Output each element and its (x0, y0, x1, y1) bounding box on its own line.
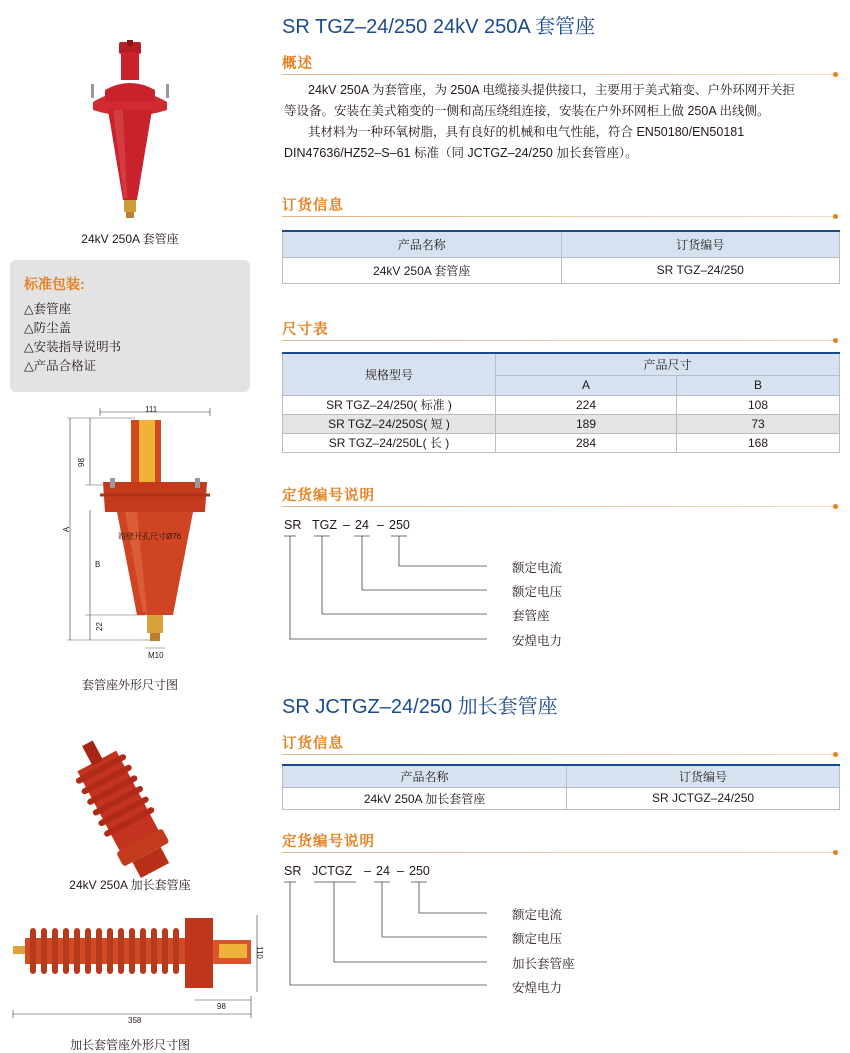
order-info-heading: 订货信息 (282, 198, 344, 214)
table-row (283, 433, 840, 452)
code-diagram-2 (282, 860, 582, 1000)
dimension-table (282, 352, 840, 453)
table-row (283, 257, 840, 283)
overview-line: 等设备。安装在美式箱变的一侧和高压绕组连接，安装在户外环网柜上做 250A 出线侧。 (284, 104, 770, 118)
order-col-header: 产品名称 (283, 231, 562, 257)
product2-caption: 24kV 250A 加长套管座 (69, 878, 191, 892)
dim-label-22: 22 (94, 622, 104, 631)
code-part: TGZ (312, 518, 337, 532)
order-cell: SR JCTGZ–24/250 (567, 787, 840, 809)
dimension-heading: 尺寸表 (282, 322, 329, 338)
dim-label-358: 358 (128, 1016, 142, 1025)
code-explain-divider-2 (282, 852, 838, 853)
package-item: △套管座 (24, 302, 72, 316)
product-image-extended-bushing (65, 712, 225, 872)
overview-line: DIN47636/HZ52–S–61 标准（同 JCTGZ–24/250 加长套管座）。 (284, 146, 638, 160)
code-explain-heading-2: 定货编号说明 (282, 834, 375, 850)
dim-label-m10: M10 (148, 651, 164, 660)
code-label: 安煌电力 (512, 981, 563, 995)
code-diagram-1 (282, 514, 582, 654)
dim-label-98b: 98 (217, 1002, 226, 1011)
dim-label-b: B (95, 560, 101, 569)
order-col-header: 产品名称 (283, 765, 567, 787)
dim-label-a: A (62, 526, 72, 533)
product1-caption: 24kV 250A 套管座 (81, 232, 179, 246)
dim-label-98: 98 (76, 458, 86, 467)
package-list (24, 300, 121, 376)
dim-cell: SR TGZ–24/250L( 长 ) (283, 433, 496, 452)
code-part: – (377, 518, 384, 532)
section1-title: SR TGZ–24/250 24kV 250A 套管座 (282, 16, 596, 38)
order-info-divider-2 (282, 754, 838, 755)
order-col-header: 订货编号 (561, 231, 840, 257)
product-image-bushing (75, 40, 185, 220)
code-label: 加长套管座 (512, 957, 575, 971)
dim-label-110: 110 (254, 946, 264, 959)
dimension-divider (282, 340, 838, 341)
table-row (283, 787, 840, 809)
code-label: 额定电流 (512, 561, 563, 575)
code-part: 250 (409, 864, 430, 878)
order-table (282, 230, 840, 284)
dim-cell: 189 (496, 414, 677, 433)
order-col-header: 订货编号 (567, 765, 840, 787)
order-cell: 24kV 250A 套管座 (283, 257, 562, 283)
overview-line: 24kV 250A 为套管座，为 250A 电缆接头提供接口，主要用于美式箱变、户外环网开关拒 (308, 83, 795, 97)
extended-bushing-dimension-drawing (5, 910, 265, 1025)
code-label: 套管座 (512, 609, 550, 623)
code-label: 额定电压 (512, 932, 563, 946)
package-item: △安装指导说明书 (24, 340, 122, 354)
dim-cell: 73 (677, 414, 840, 433)
order-info-heading-2: 订货信息 (282, 736, 344, 752)
order-table-2 (282, 764, 840, 810)
overview-divider (282, 74, 838, 75)
package-item: △防尘盖 (24, 321, 72, 335)
order-info-divider (282, 216, 838, 217)
drawing1-caption: 套管座外形尺寸图 (81, 678, 178, 692)
code-label: 额定电流 (512, 908, 563, 922)
standard-package-box (10, 260, 250, 392)
dim-label-111: 111 (145, 405, 158, 414)
code-part: JCTGZ (312, 864, 353, 878)
bushing-dimension-drawing (55, 400, 225, 665)
code-part: – (364, 864, 371, 878)
code-part: 24 (376, 864, 390, 878)
code-part: SR (284, 518, 302, 532)
code-label: 额定电压 (512, 585, 563, 599)
code-part: – (343, 518, 350, 532)
dim-cell: SR TGZ–24/250S( 短 ) (283, 414, 496, 433)
dim-cell: SR TGZ–24/250( 标准 ) (283, 395, 496, 414)
code-label: 安煌电力 (512, 634, 563, 648)
overview-heading: 概述 (282, 56, 313, 72)
dim-cell: 284 (496, 433, 677, 452)
dim-col-b: B (677, 375, 840, 395)
code-part: – (397, 864, 404, 878)
dim-cell: 108 (677, 395, 840, 414)
code-explain-heading: 定货编号说明 (282, 488, 375, 504)
table-row (283, 395, 840, 414)
package-item: △产品合格证 (24, 359, 97, 373)
dim-cell: 224 (496, 395, 677, 414)
section2-title: SR JCTGZ–24/250 加长套管座 (282, 696, 558, 718)
table-row (283, 414, 840, 433)
code-part: 24 (355, 518, 369, 532)
dim-col-model: 规格型号 (283, 353, 496, 395)
dim-col-a: A (496, 375, 677, 395)
order-cell: 24kV 250A 加长套管座 (283, 787, 567, 809)
order-cell: SR TGZ–24/250 (561, 257, 840, 283)
code-explain-divider (282, 506, 838, 507)
code-part: SR (284, 864, 302, 878)
package-title: 标准包装: (24, 276, 85, 292)
code-part: 250 (389, 518, 410, 532)
dim-cell: 168 (677, 433, 840, 452)
drawing2-caption: 加长套管座外形尺寸图 (69, 1038, 190, 1052)
overview-line: 其材料为一种环氧树脂，具有良好的机械和电气性能，符合 EN50180/EN50181 (308, 125, 745, 139)
hole-note: 箱壁开孔尺寸Ø76 (118, 532, 182, 541)
dim-col-size: 产品尺寸 (496, 353, 840, 375)
overview-text (284, 80, 844, 164)
